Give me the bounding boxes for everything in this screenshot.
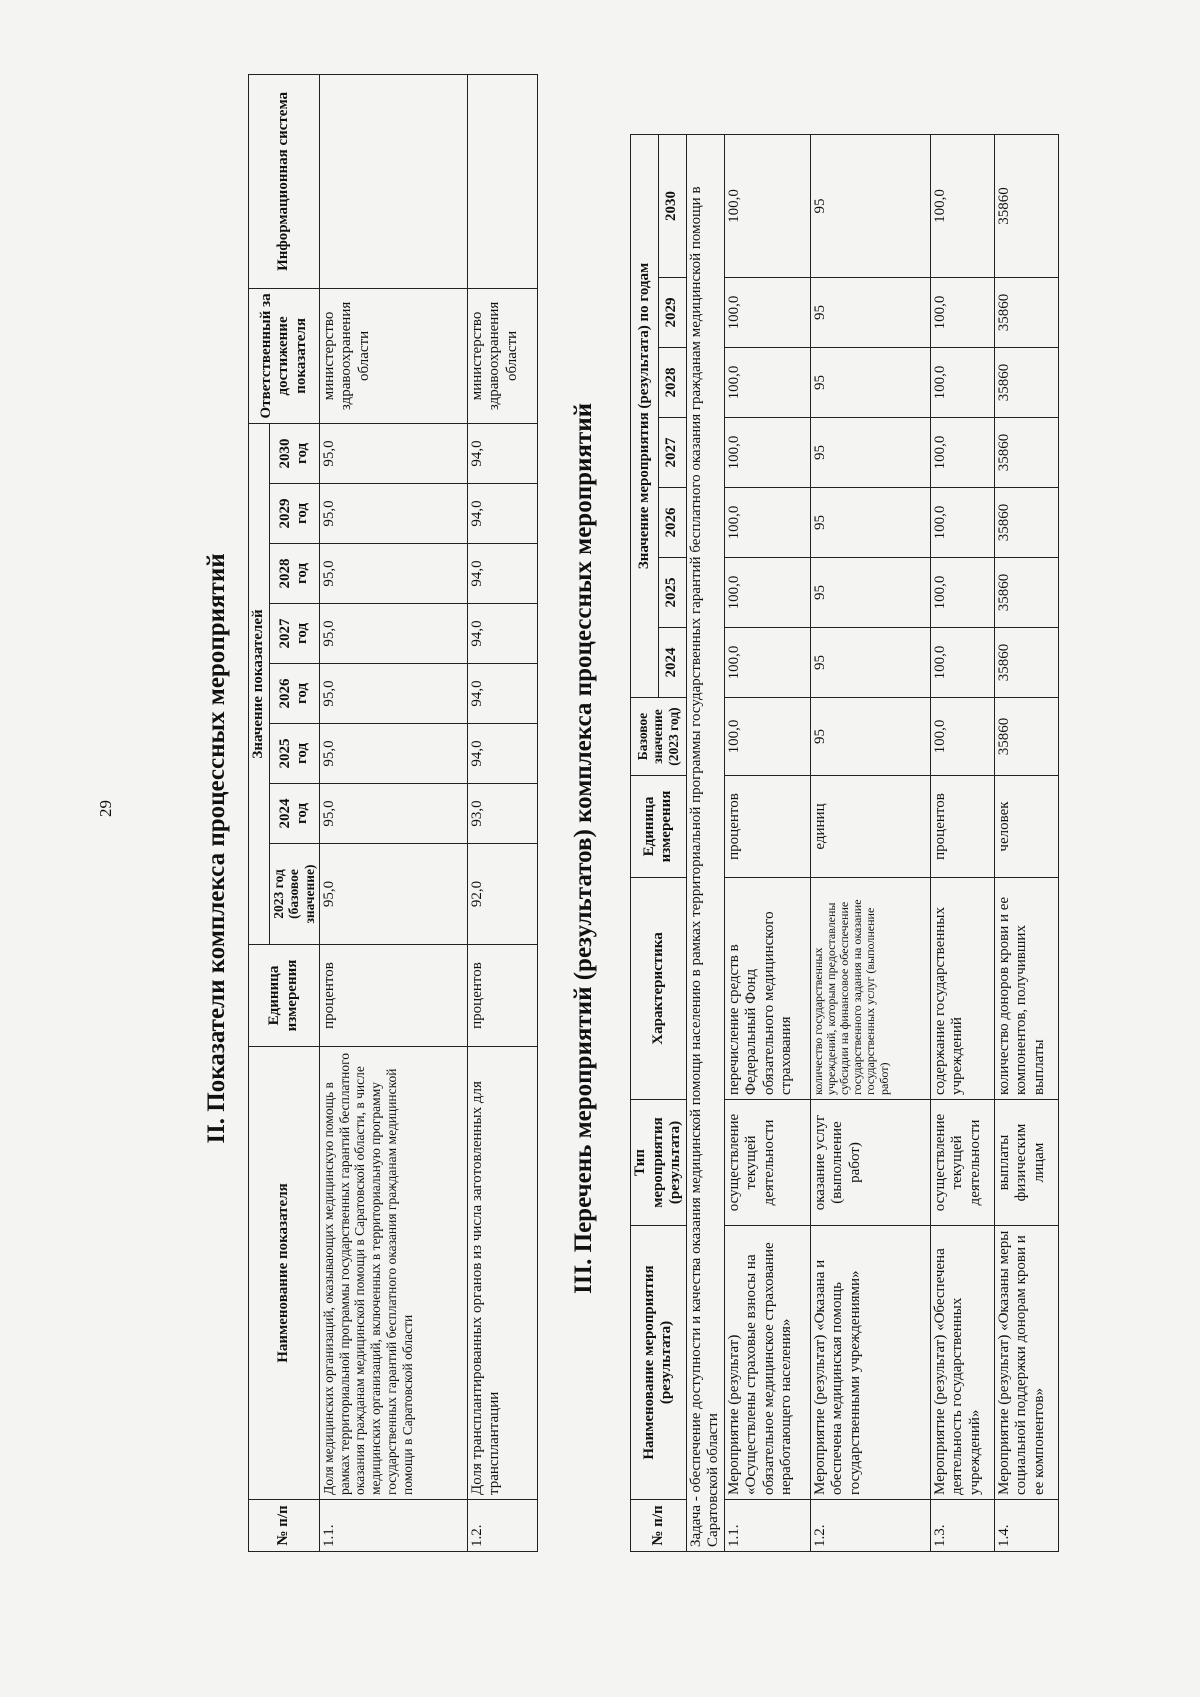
col-2026-header: 2026: [658, 488, 686, 558]
section3-title: III. Перечень мероприятий (результатов) комплекса процессных мероприятий: [570, 402, 597, 1295]
value-2025: 95: [810, 558, 930, 628]
value-2026: 95,0: [319, 664, 467, 724]
value-2027: 35860: [994, 418, 1058, 488]
measure-type: осуществление текущей деятельности: [724, 1100, 810, 1226]
value-2030: 95: [810, 134, 930, 277]
col-2030-header: 2030 год: [269, 423, 319, 483]
responsible-cell: министерство здравоохранения области: [319, 288, 467, 423]
unit-cell: человек: [994, 776, 1058, 878]
col-2028-header: 2028 год: [269, 544, 319, 604]
measures-table: [630, 134, 1059, 1552]
value-2030: 94,0: [467, 423, 537, 483]
value-2024: 100,0: [724, 628, 810, 698]
base-value: 35860: [994, 698, 1058, 776]
table-row: [319, 74, 467, 1551]
col-name-header: Наименование мероприятия (результата): [631, 1226, 687, 1500]
measure-characteristic: количество государственных учреждений, которым предоставлены субсидии на финансовое обеспечение государственного задания на оказание государственных услуг (выполнение работ): [810, 878, 930, 1100]
row-num: 1.2.: [467, 1500, 537, 1552]
value-2030: 35860: [994, 134, 1058, 277]
row-num: 1.2.: [810, 1500, 930, 1552]
measure-name: Мероприятие (результат) «Осуществлены страховые взносы на обязательное медицинское страхование неработающего населения»: [724, 1226, 810, 1500]
base-value: 95: [810, 698, 930, 776]
value-2028: 95,0: [319, 544, 467, 604]
value-2027: 95: [810, 418, 930, 488]
task-row: [686, 134, 724, 1551]
value-2025: 95,0: [319, 724, 467, 784]
row-num: 1.1.: [319, 1500, 467, 1552]
table-header-row: [249, 74, 270, 1551]
value-2030: 95,0: [319, 423, 467, 483]
col-2025-header: 2025 год: [269, 724, 319, 784]
value-2029: 94,0: [467, 484, 537, 544]
col-2026-header: 2026 год: [269, 664, 319, 724]
col-values-header: Значение показателей: [249, 423, 270, 944]
table-row: [810, 134, 930, 1551]
col-2025-header: 2025: [658, 558, 686, 628]
row-num: 1.4.: [994, 1500, 1058, 1552]
base-value: 100,0: [724, 698, 810, 776]
info-system-cell: [319, 74, 467, 288]
value-2025: 94,0: [467, 724, 537, 784]
value-2029: 100,0: [724, 278, 810, 348]
value-2026: 100,0: [930, 488, 994, 558]
unit-cell: единиц: [810, 776, 930, 878]
col-2029-header: 2029: [658, 278, 686, 348]
task-text: Задача - обеспечение доступности и качества оказания медицинской помощи населению в рамках территориальной программы государственных гарантий бесплатного оказания гражданам медицинской помощи в Саратовской области: [686, 134, 724, 1551]
value-2028: 94,0: [467, 544, 537, 604]
col-values-header: Значение мероприятия (результата) по годам: [631, 134, 659, 697]
value-2024: 95,0: [319, 784, 467, 844]
measure-type: выплаты физическим лицам: [994, 1100, 1058, 1226]
responsible-cell: министерство здравоохранения области: [467, 288, 537, 423]
col-2027-header: 2027: [658, 418, 686, 488]
base-value: 100,0: [930, 698, 994, 776]
value-2024: 95: [810, 628, 930, 698]
value-2026: 95: [810, 488, 930, 558]
value-2026: 100,0: [724, 488, 810, 558]
col-responsible-header: Ответственный за достижение показателя: [249, 288, 320, 423]
page-number: 29: [96, 800, 115, 817]
indicator-name: Доля медицинских организаций, оказывающих медицинскую помощь в рамках территориальной программы государственных гарантий бесплатного оказания гражданам медицинской помощи в Саратовской области, в числе медицинских организаций, включенных в территориальную программу государственных гарантий бесплатного оказания гражданам медицинской помощи в Саратовской области: [319, 1047, 467, 1500]
value-2027: 95,0: [319, 604, 467, 664]
base-value: 92,0: [467, 844, 537, 945]
col-base-header: Базовое значение (2023 год): [631, 698, 687, 776]
col-2024-header: 2024 год: [269, 784, 319, 844]
measure-characteristic: количество доноров крови и ее компонентов, получивших выплаты: [994, 878, 1058, 1100]
table-row: [994, 134, 1058, 1551]
value-2029: 95: [810, 278, 930, 348]
value-2029: 35860: [994, 278, 1058, 348]
col-2027-header: 2027 год: [269, 604, 319, 664]
value-2030: 100,0: [930, 134, 994, 277]
measure-type: осуществление текущей деятельности: [930, 1100, 994, 1226]
value-2025: 100,0: [930, 558, 994, 628]
unit-cell: процентов: [319, 945, 467, 1047]
col-infosystem-header: Информационная система: [249, 74, 320, 288]
section2-title: II. Показатели комплекса процессных мероприятий: [203, 553, 230, 1144]
table-row: [467, 74, 537, 1551]
value-2028: 35860: [994, 348, 1058, 418]
value-2024: 100,0: [930, 628, 994, 698]
measure-characteristic: перечисление средств в Федеральный Фонд обязательного медицинского страхования: [724, 878, 810, 1100]
value-2027: 100,0: [724, 418, 810, 488]
col-characteristic-header: Характеристика: [631, 878, 687, 1100]
value-2025: 35860: [994, 558, 1058, 628]
value-2024: 35860: [994, 628, 1058, 698]
col-num-header: № п/п: [249, 1500, 320, 1552]
table-row: [724, 134, 810, 1551]
value-2029: 95,0: [319, 484, 467, 544]
row-num: 1.3.: [930, 1500, 994, 1552]
measure-name: Мероприятие (результат) «Оказаны меры социальной поддержки донорам крови и ее компонентов»: [994, 1226, 1058, 1500]
value-2024: 93,0: [467, 784, 537, 844]
value-2028: 100,0: [724, 348, 810, 418]
info-system-cell: [467, 74, 537, 288]
unit-cell: процентов: [467, 945, 537, 1047]
col-base-header: 2023 год (базовое значение): [269, 844, 319, 945]
col-unit-header: Единица измерения: [249, 945, 320, 1047]
col-name-header: Наименование показателя: [249, 1047, 320, 1500]
value-2025: 100,0: [724, 558, 810, 628]
value-2027: 94,0: [467, 604, 537, 664]
unit-cell: процентов: [930, 776, 994, 878]
indicator-name: Доля трансплантированных органов из числа заготовленных для трансплантации: [467, 1047, 537, 1500]
col-2024-header: 2024: [658, 628, 686, 698]
value-2029: 100,0: [930, 278, 994, 348]
value-2028: 100,0: [930, 348, 994, 418]
col-2029-header: 2029 год: [269, 484, 319, 544]
table-header-row: [631, 134, 659, 1551]
unit-cell: процентов: [724, 776, 810, 878]
col-2028-header: 2028: [658, 348, 686, 418]
col-unit-header: Единица измерения: [631, 776, 687, 878]
indicators-table: [248, 74, 538, 1552]
measure-characteristic: содержание государственных учреждений: [930, 878, 994, 1100]
col-type-header: Тип мероприятия (результата): [631, 1100, 687, 1226]
col-num-header: № п/п: [631, 1500, 687, 1552]
col-2030-header: 2030: [658, 134, 686, 277]
value-2027: 100,0: [930, 418, 994, 488]
measure-name: Мероприятие (результат) «Обеспечена деятельность государственных учреждений»: [930, 1226, 994, 1500]
value-2026: 35860: [994, 488, 1058, 558]
row-num: 1.1.: [724, 1500, 810, 1552]
measure-name: Мероприятие (результат) «Оказана и обеспечена медицинская помощь государственными учреждениями»: [810, 1226, 930, 1500]
value-2026: 94,0: [467, 664, 537, 724]
value-2028: 95: [810, 348, 930, 418]
base-value: 95,0: [319, 844, 467, 945]
table-row: [930, 134, 994, 1551]
measure-type: оказание услуг (выполнение работ): [810, 1100, 930, 1226]
value-2030: 100,0: [724, 134, 810, 277]
